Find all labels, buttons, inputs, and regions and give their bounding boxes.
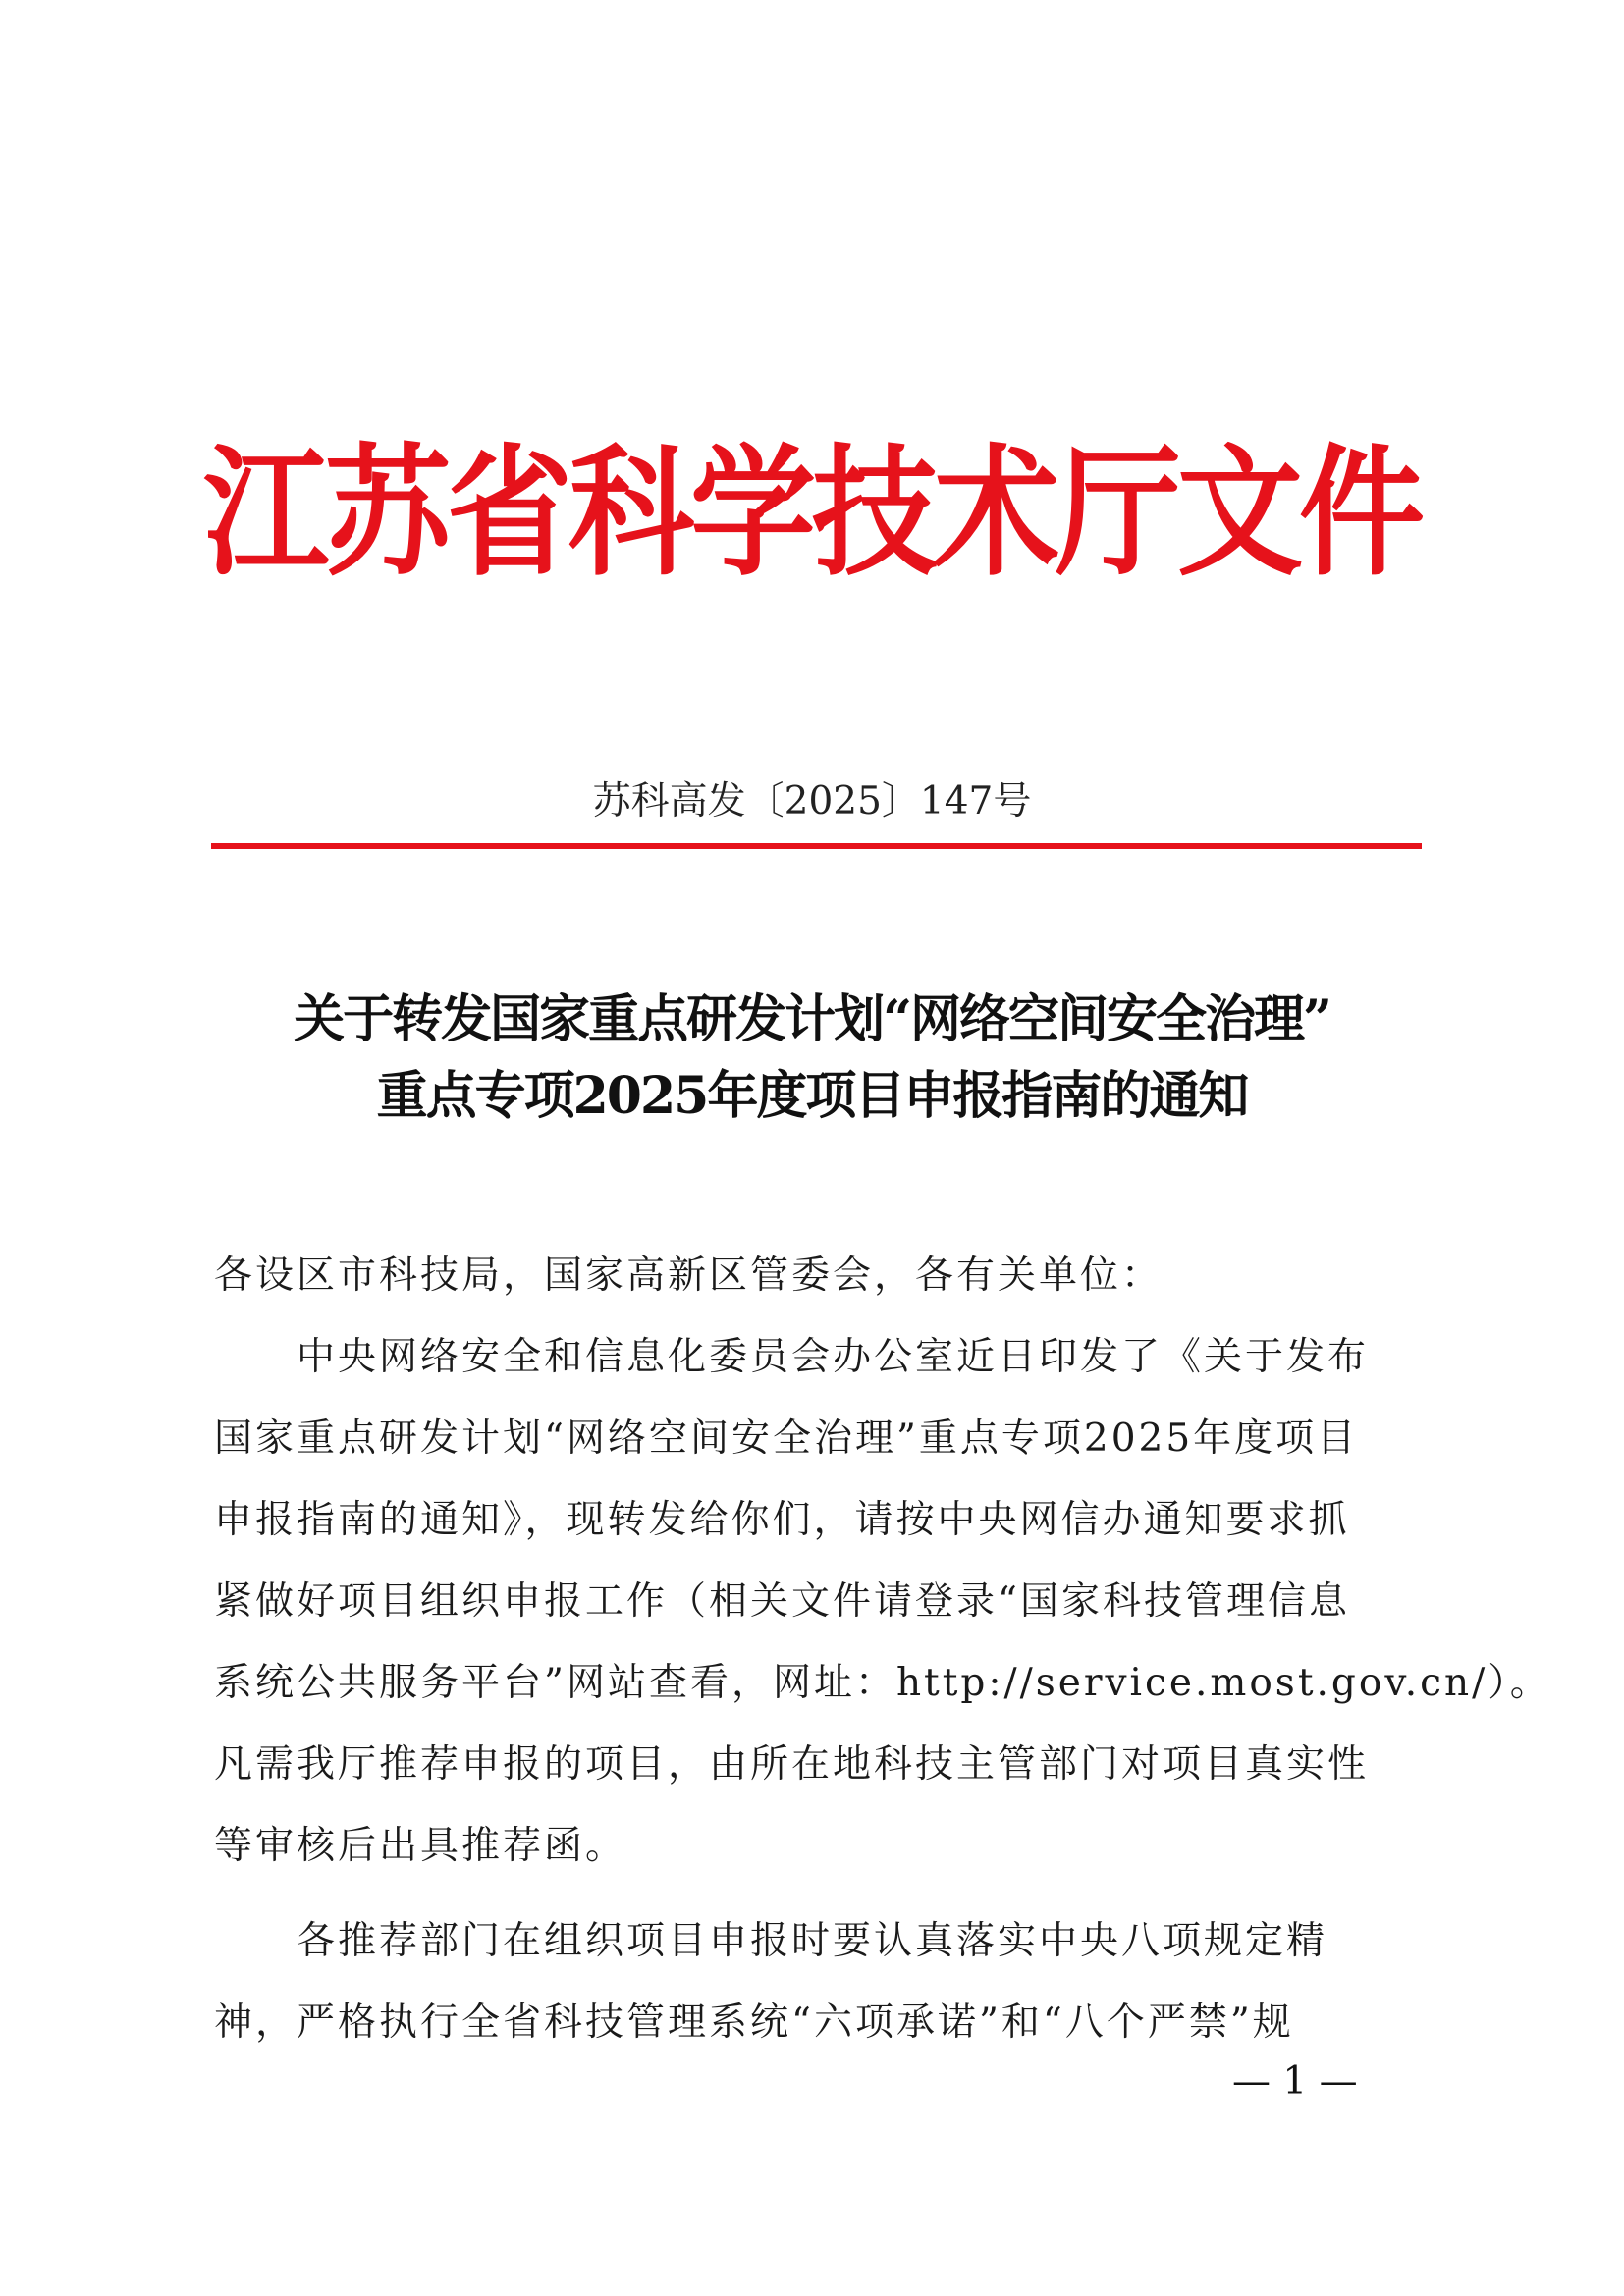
page-number: — 1 — bbox=[1232, 2059, 1358, 2104]
document-title-line-1: 关于转发国家重点研发计划“网络空间安全治理” bbox=[294, 989, 1330, 1049]
paragraph-line: 各推荐部门在组织项目申报时要认真落实中央八项规定精 bbox=[214, 1919, 1328, 1963]
document-number: 苏科高发〔2025〕147号 bbox=[592, 779, 1032, 824]
paragraph-line: 紧做好项目组织申报工作（相关文件请登录“国家科技管理信息 bbox=[214, 1579, 1350, 1624]
paragraph-line: 神，严格执行全省科技管理系统“六项承诺”和“八个严禁”规 bbox=[214, 2001, 1294, 2045]
document-title bbox=[0, 982, 1624, 1135]
paragraph-1 bbox=[214, 1316, 1551, 1887]
document-masthead: 江苏省科学技术厅文件 bbox=[202, 432, 1421, 596]
paragraph-line: 国家重点研发计划“网络空间安全治理”重点专项2025年度项目 bbox=[214, 1416, 1359, 1461]
red-divider-line bbox=[211, 843, 1422, 849]
paragraph-line: 系统公共服务平台”网站查看，网址：http://service.most.gov.cn/）。 bbox=[214, 1661, 1551, 1705]
document-body bbox=[214, 1235, 1551, 2063]
paragraph-line: 凡需我厅推荐申报的项目，由所在地科技主管部门对项目真实性 bbox=[214, 1742, 1370, 1787]
paragraph-line: 中央网络安全和信息化委员会办公室近日印发了《关于发布 bbox=[214, 1335, 1370, 1379]
paragraph-2 bbox=[214, 1900, 1422, 2063]
document-title-line-2: 重点专项2025年度项目申报指南的通知 bbox=[376, 1066, 1248, 1126]
paragraph-line: 等审核后出具推荐函。 bbox=[214, 1824, 627, 1868]
paragraph-spacer bbox=[214, 1887, 1422, 1900]
salutation: 各设区市科技局，国家高新区管委会，各有关单位： bbox=[214, 1254, 1164, 1298]
paragraph-line: 申报指南的通知》，现转发给你们，请按中央网信办通知要求抓 bbox=[214, 1498, 1350, 1542]
